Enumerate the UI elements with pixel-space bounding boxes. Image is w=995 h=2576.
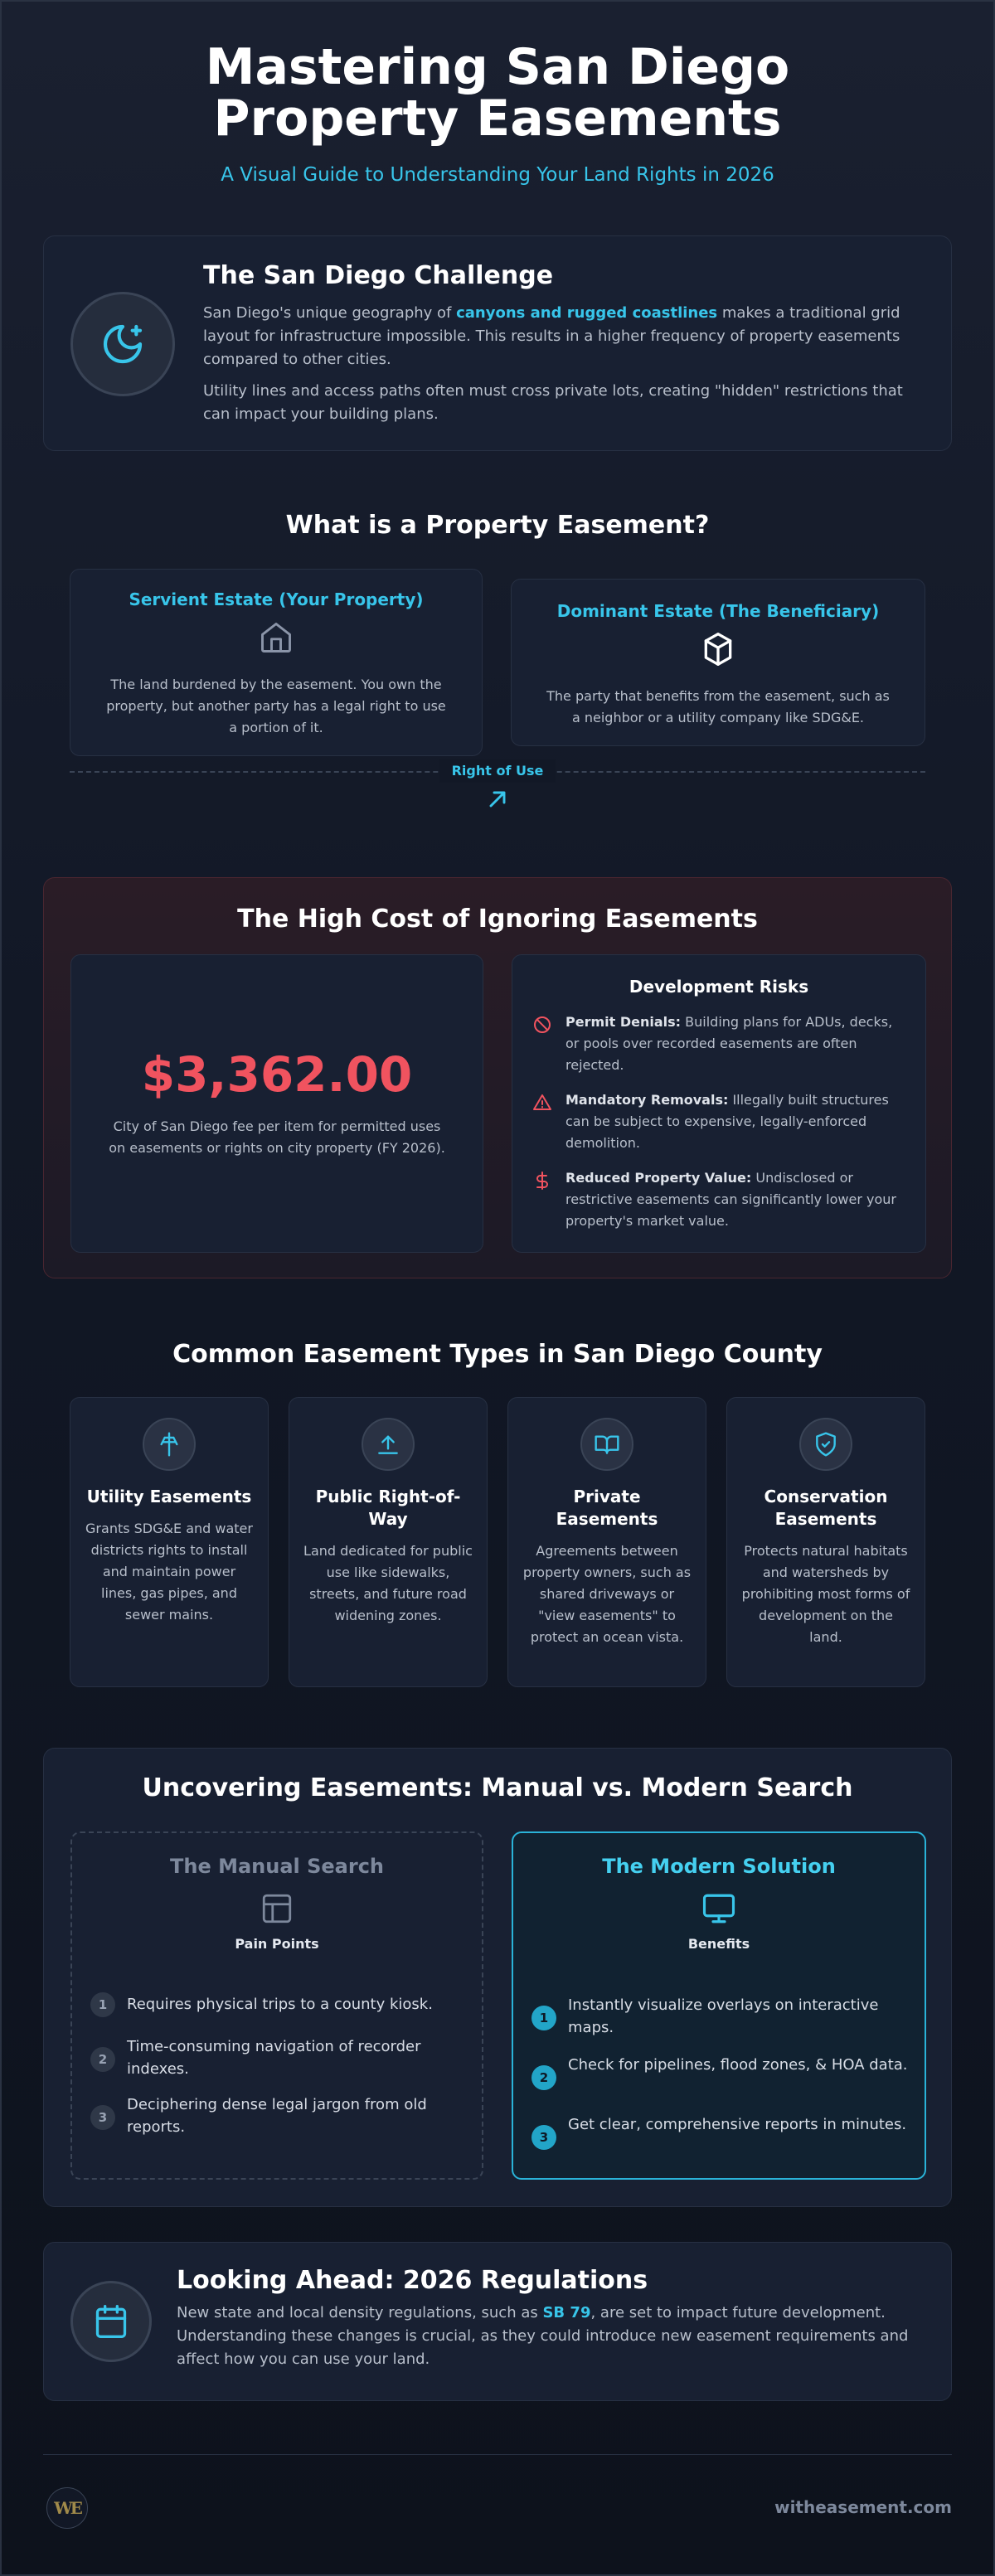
risks-title: Development Risks xyxy=(629,977,809,997)
warning-icon xyxy=(532,1093,552,1116)
challenge-paragraph-2: Utility lines and access paths often must cross private lots, creating "hidden" restrictions that can impact your building plans. xyxy=(203,382,903,423)
ban-icon xyxy=(532,1015,552,1038)
risk-item-removal: Mandatory Removals: Illegally built structures can be subject to expensive, legally-enforced demolition. xyxy=(532,1089,905,1154)
manual-step-number: 2 xyxy=(90,2047,115,2072)
monitor-icon xyxy=(700,1891,738,1926)
shield-icon xyxy=(799,1418,852,1471)
modern-step-text: Instantly visualize overlays on interactive maps. xyxy=(568,1996,879,2036)
calendar-icon xyxy=(70,2281,152,2362)
search-section xyxy=(43,1748,952,2207)
modern-step-number: 3 xyxy=(531,2125,556,2150)
dominant-text: The party that benefits from the easement, such as a neighbor or a utility company like SDG&E. xyxy=(546,688,890,725)
cost-section xyxy=(43,877,952,1278)
footer-logo[interactable] xyxy=(46,2487,88,2529)
utility-pole-icon xyxy=(143,1418,196,1471)
moon-icon xyxy=(70,292,175,396)
risks-card xyxy=(512,954,926,1253)
modern-step-number: 1 xyxy=(531,2006,556,2030)
road-arrow-icon xyxy=(362,1418,415,1471)
servient-text: The land burdened by the easement. You own the property, but another party has a legal right to use a portion of it. xyxy=(106,677,446,735)
modern-search-card xyxy=(512,1831,926,2180)
house-icon xyxy=(258,619,294,656)
manual-search-card xyxy=(70,1831,483,2180)
layout-icon xyxy=(260,1891,294,1926)
fee-amount: $3,362.00 xyxy=(141,1046,413,1103)
definition-title: What is a Property Easement? xyxy=(285,511,710,540)
cube-icon xyxy=(700,631,736,667)
manual-subtitle: Pain Points xyxy=(235,1936,319,1952)
sb79-highlight: SB 79 xyxy=(542,2304,591,2321)
risk-item-permit: Permit Denials: Building plans for ADUs, decks, or pools over recorded easements are often rejected. xyxy=(532,1011,905,1076)
modern-step-text: Get clear, comprehensive reports in minutes. xyxy=(568,2116,907,2133)
regulations-text: New state and local density regulations, such as SB 79, are set to impact future development. Understanding these changes is crucial, as they could introduce new easement requirements and affect how you can use your land. xyxy=(177,2304,909,2368)
modern-subtitle: Benefits xyxy=(687,1936,750,1952)
challenge-highlight: canyons and rugged coastlines xyxy=(456,304,718,322)
type-card-conservation xyxy=(726,1397,925,1687)
servient-title: Servient Estate (Your Property) xyxy=(129,589,424,609)
cost-title: The High Cost of Ignoring Easements xyxy=(237,905,758,934)
dominant-title: Dominant Estate (The Beneficiary) xyxy=(556,601,880,621)
type-name: Private Easements xyxy=(556,1487,658,1529)
manual-title: The Manual Search xyxy=(169,1855,385,1878)
search-title: Uncovering Easements: Manual vs. Modern Search xyxy=(142,1773,853,1802)
footer-site-link[interactable]: witheasement.com xyxy=(774,2497,952,2517)
modern-step-number: 2 xyxy=(531,2065,556,2090)
type-text: Land dedicated for public use like sidewalks, streets, and future road widening zones. xyxy=(303,1543,473,1623)
footer-divider xyxy=(43,2454,952,2455)
manual-step-number: 3 xyxy=(90,2105,115,2130)
dominant-estate-card xyxy=(511,579,925,746)
fee-card xyxy=(70,954,483,1253)
arrow-up-right-icon xyxy=(484,786,511,813)
regulations-title: Looking Ahead: 2026 Regulations xyxy=(177,2266,648,2295)
dollar-icon xyxy=(532,1171,552,1194)
right-of-use-label: Right of Use xyxy=(439,759,556,783)
regulations-card xyxy=(43,2242,952,2401)
type-text: Agreements between property owners, such as shared driveways or "view easements" to protect an ocean vista. xyxy=(522,1543,692,1645)
type-name: Public Right-of-Way xyxy=(315,1487,461,1529)
page-subtitle: A Visual Guide to Understanding Your Land Rights in 2026 xyxy=(221,164,774,186)
modern-step-text: Check for pipelines, flood zones, & HOA data. xyxy=(568,2056,908,2074)
manual-step-number: 1 xyxy=(90,1992,115,2017)
servient-estate-card xyxy=(70,569,483,756)
manual-step-text: Requires physical trips to a county kiosk. xyxy=(127,1996,433,2013)
type-card-private xyxy=(507,1397,706,1687)
type-text: Grants SDG&E and water districts rights to install and maintain power lines, gas pipes, and sewer mains. xyxy=(85,1521,253,1623)
manual-step-text: Deciphering dense legal jargon from old reports. xyxy=(127,2096,427,2136)
risk-item-value: Reduced Property Value: Undisclosed or restrictive easements can significantly lower your property's market value. xyxy=(532,1167,905,1232)
challenge-paragraph-1: San Diego's unique geography of canyons and rugged coastlines makes a traditional grid layout for infrastructure impossible. This results in a higher frequency of property easements compared to other cities. xyxy=(203,304,900,368)
page-title: Mastering San Diego Property Easements xyxy=(205,38,790,148)
book-icon xyxy=(580,1418,633,1471)
type-card-right-of-way xyxy=(289,1397,488,1687)
type-text: Protects natural habitats and watersheds by prohibiting most forms of development on the land. xyxy=(741,1543,910,1645)
logo-letters: WE xyxy=(54,2498,80,2518)
type-card-utility xyxy=(70,1397,269,1687)
fee-note: City of San Diego fee per item for permitted uses on easements or rights on city property (FY 2026). xyxy=(109,1118,445,1156)
challenge-card xyxy=(43,235,952,451)
hero xyxy=(0,38,995,186)
type-name: Conservation Easements xyxy=(764,1487,888,1529)
challenge-title: The San Diego Challenge xyxy=(203,261,554,290)
manual-step-text: Time-consuming navigation of recorder indexes. xyxy=(127,2038,421,2078)
modern-title: The Modern Solution xyxy=(602,1855,836,1878)
type-name: Utility Easements xyxy=(86,1487,252,1506)
types-title: Common Easement Types in San Diego County xyxy=(172,1340,823,1369)
